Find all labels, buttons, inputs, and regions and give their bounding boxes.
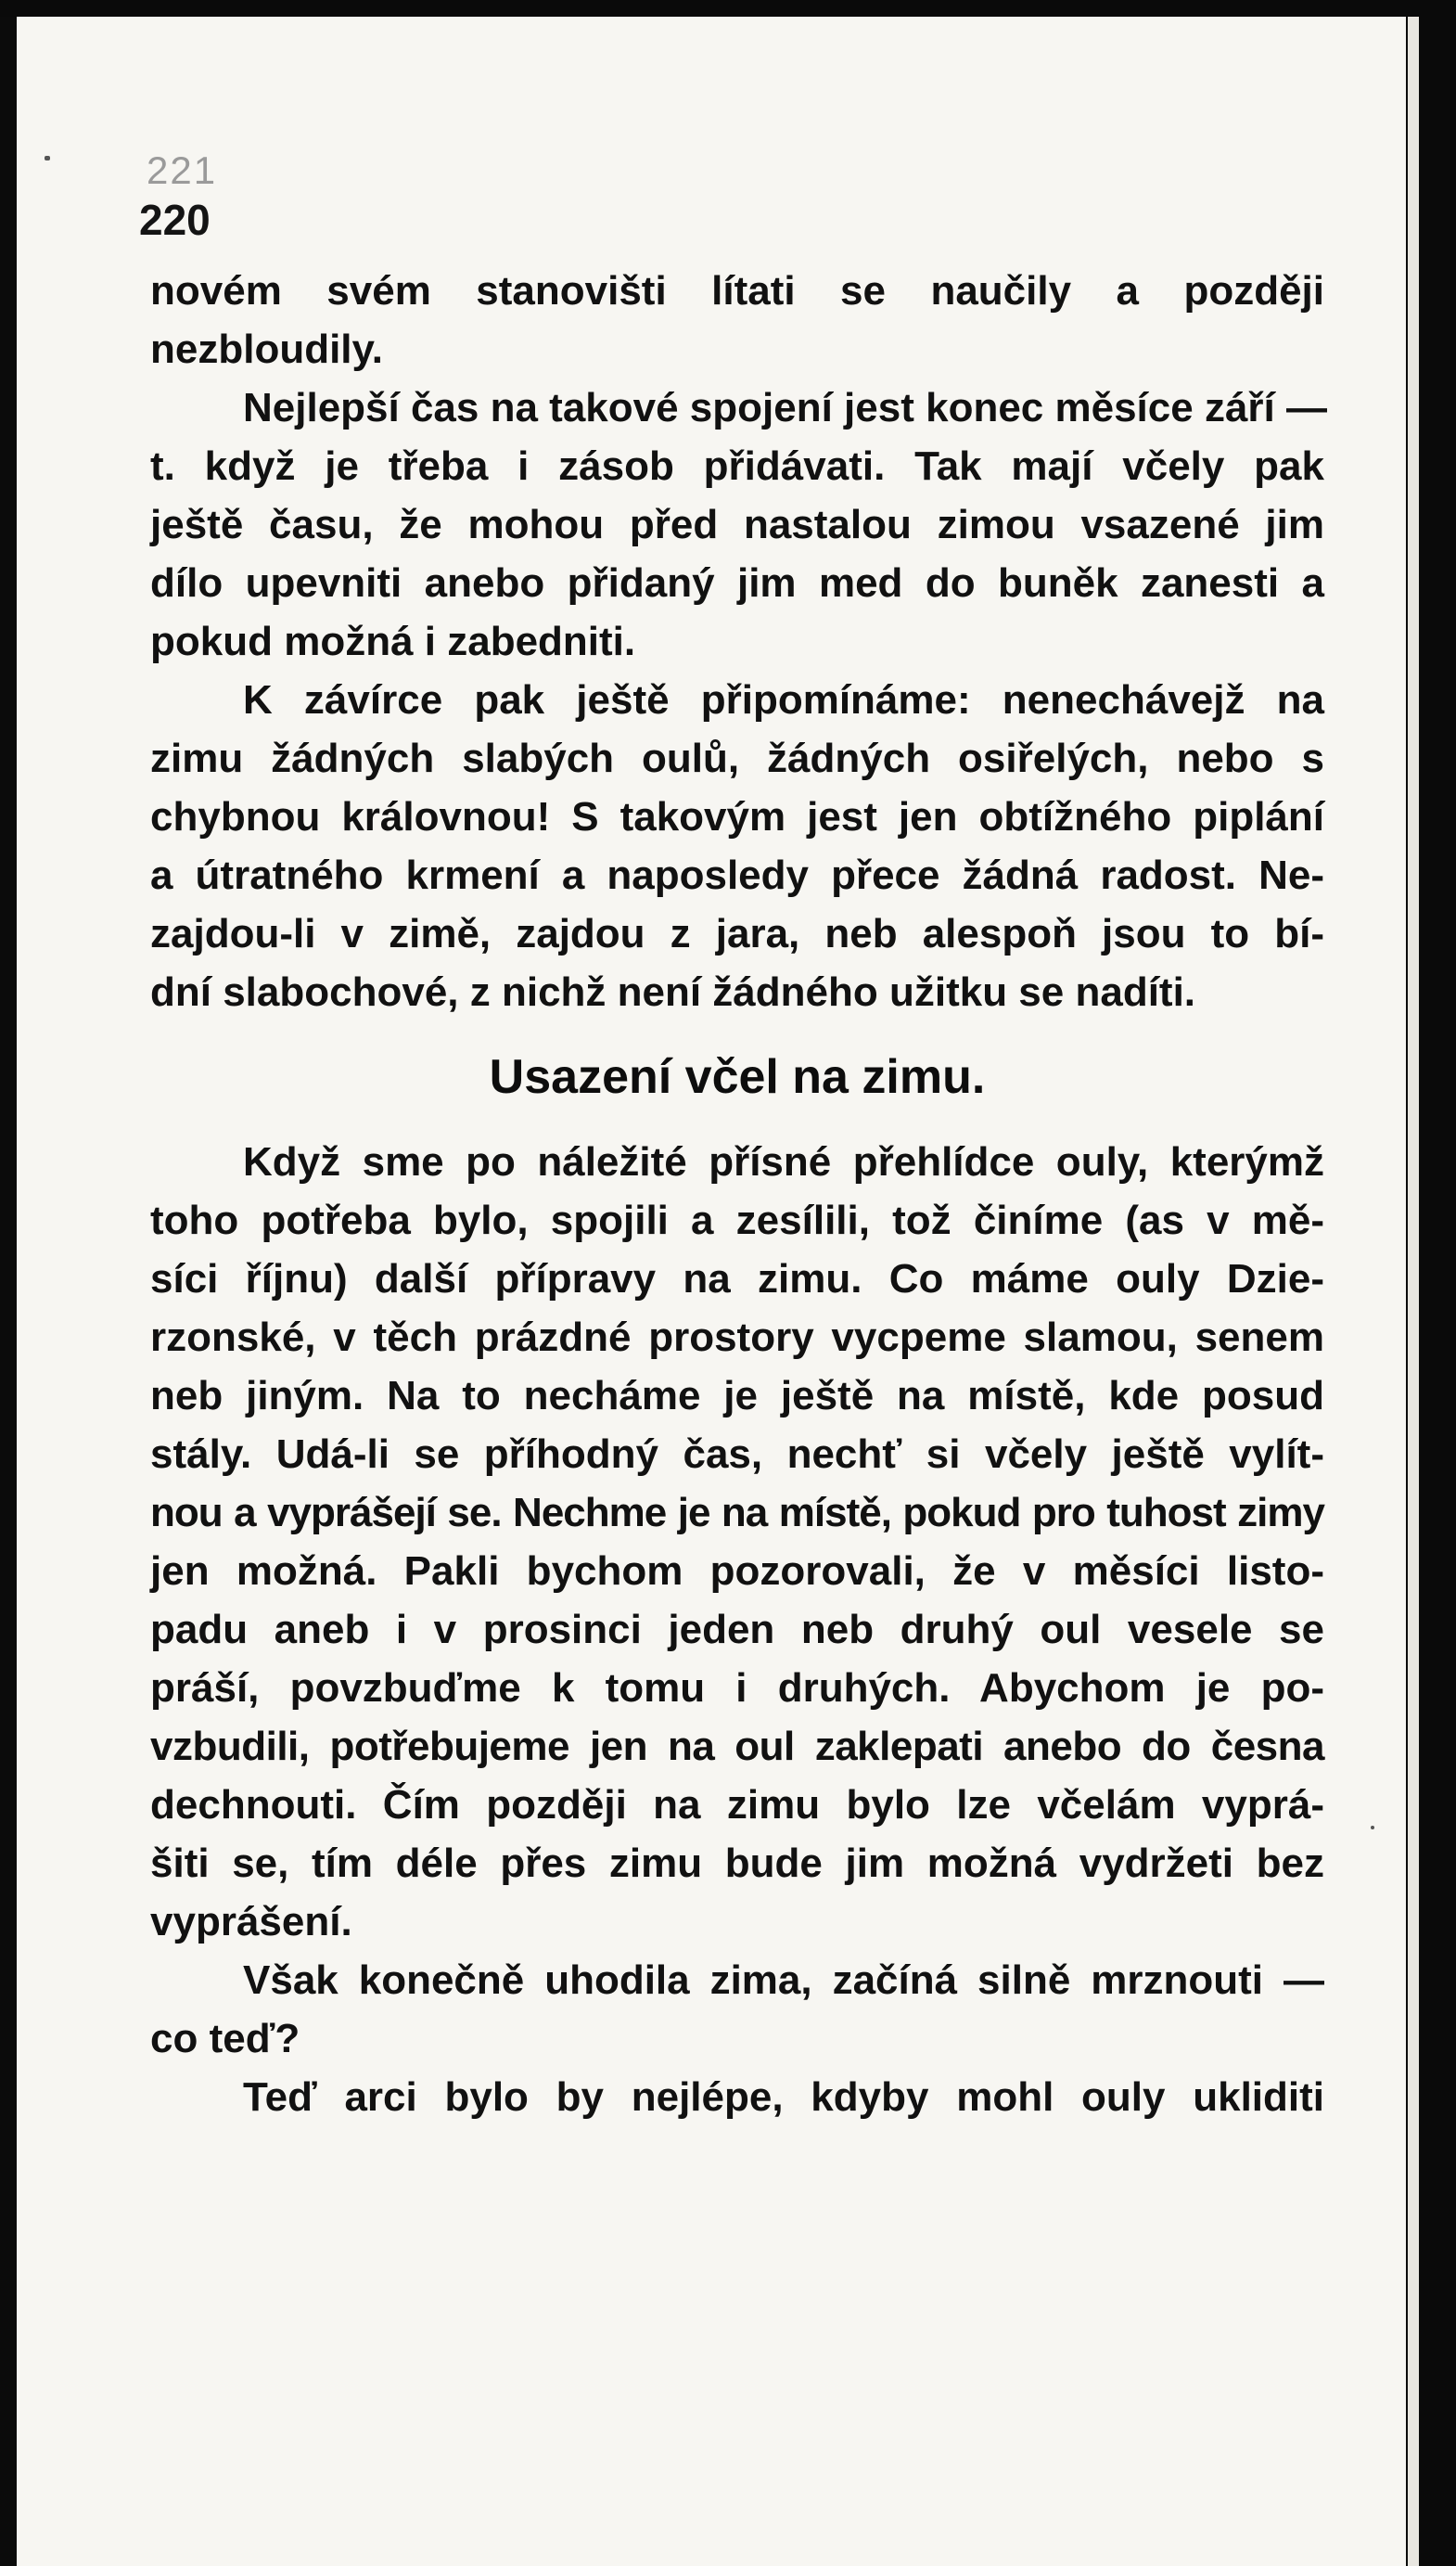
text-line: dní slabochové, z nichž není žádného užitku se nadíti. — [150, 969, 1196, 1015]
text-line: Však konečně uhodila zima, začíná silně mrznouti — — [243, 1957, 1324, 2003]
text-line: rzonské, v těch prázdné prostory vycpeme slamou, senem — [150, 1315, 1324, 1360]
section-heading: Usazení včel na zimu. — [489, 1050, 986, 1104]
text-line: novém svém stanovišti lítati se naučily a později nezbloudily. — [150, 268, 1324, 372]
text-line: zajdou-li v zimě, zajdou z jara, neb alespoň jsou to bí- — [150, 911, 1324, 956]
adjacent-page-edge — [1408, 17, 1419, 2566]
book-spine — [1419, 0, 1456, 2566]
text-line: Nejlepší čas na takové spojení jest konec měsíce září — — [243, 385, 1327, 430]
text-line: chybnou královnou! S takovým jest jen obtížného piplání — [150, 794, 1324, 840]
text-line: zimu žádných slabých oulů, žádných osiřelých, nebo s — [150, 736, 1324, 781]
text-line: Když sme po náležité přísné přehlídce ouly, kterýmž — [243, 1139, 1324, 1185]
paragraph-1 — [150, 378, 1327, 671]
text-line: dechnouti. Čím později na zimu bylo lze včelám vyprá- — [150, 1782, 1324, 1828]
text-line: šiti se, tím déle přes zimu bude jim možná vydržeti bez — [150, 1841, 1324, 1886]
text-line: padu aneb i v prosinci jeden neb druhý oul vesele se — [150, 1607, 1324, 1652]
text-line: nou a vyprášejí se. Nechme je na místě, pokud pro tuhost zimy — [150, 1490, 1324, 1535]
text-line: t. když je třeba i zásob přidávati. Tak mají včely pak — [150, 443, 1324, 489]
scan-border-top — [0, 0, 1456, 17]
text-line: a útratného krmení a naposledy přece žádná radost. Ne- — [150, 853, 1324, 898]
text-line: neb jiným. Na to necháme je ještě na místě, kde posud — [150, 1373, 1324, 1418]
body-text — [150, 262, 1327, 2126]
text-line: Teď arci bylo by nejlépe, kdyby mohl ouly ukliditi — [243, 2074, 1324, 2120]
section-paragraph-2 — [150, 2068, 1324, 2126]
text-line: K závírce pak ještě připomínáme: nenechávejž na — [243, 677, 1324, 723]
text-line: co teď? — [150, 2016, 300, 2061]
section-paragraph-1 — [150, 1951, 1324, 2068]
text-line: síci říjnu) další přípravy na zimu. Co máme ouly Dzie- — [150, 1256, 1324, 1302]
paragraph-2 — [150, 671, 1324, 1021]
text-line: pokud možná i zabedniti. — [150, 619, 636, 664]
old-page-number: 221 — [147, 148, 218, 192]
text-line: ještě času, že mohou před nastalou zimou vsazené jim — [150, 502, 1324, 547]
text-line: vzbudili, potřebujeme jen na oul zaklepati anebo do česna — [150, 1724, 1324, 1769]
text-line: práší, povzbuďme k tomu i druhých. Abychom je po- — [150, 1665, 1324, 1711]
text-line: jen možná. Pakli bychom pozorovali, že v měsíci listo- — [150, 1548, 1324, 1594]
text-line: toho potřeba bylo, spojili a zesílili, tož činíme (as v mě- — [150, 1198, 1324, 1243]
paragraph-0 — [150, 262, 1324, 378]
text-line: dílo upevniti anebo přidaný jim med do buněk zanesti a — [150, 560, 1324, 606]
section-paragraph-0 — [150, 1133, 1324, 1951]
text-line: stály. Udá-li se příhodný čas, nechť si včely ještě vylít- — [150, 1431, 1324, 1477]
text-line: vyprášení. — [150, 1899, 352, 1944]
ink-speck — [45, 156, 50, 160]
ink-speck — [1371, 1826, 1374, 1829]
page-number: 220 — [139, 196, 211, 244]
